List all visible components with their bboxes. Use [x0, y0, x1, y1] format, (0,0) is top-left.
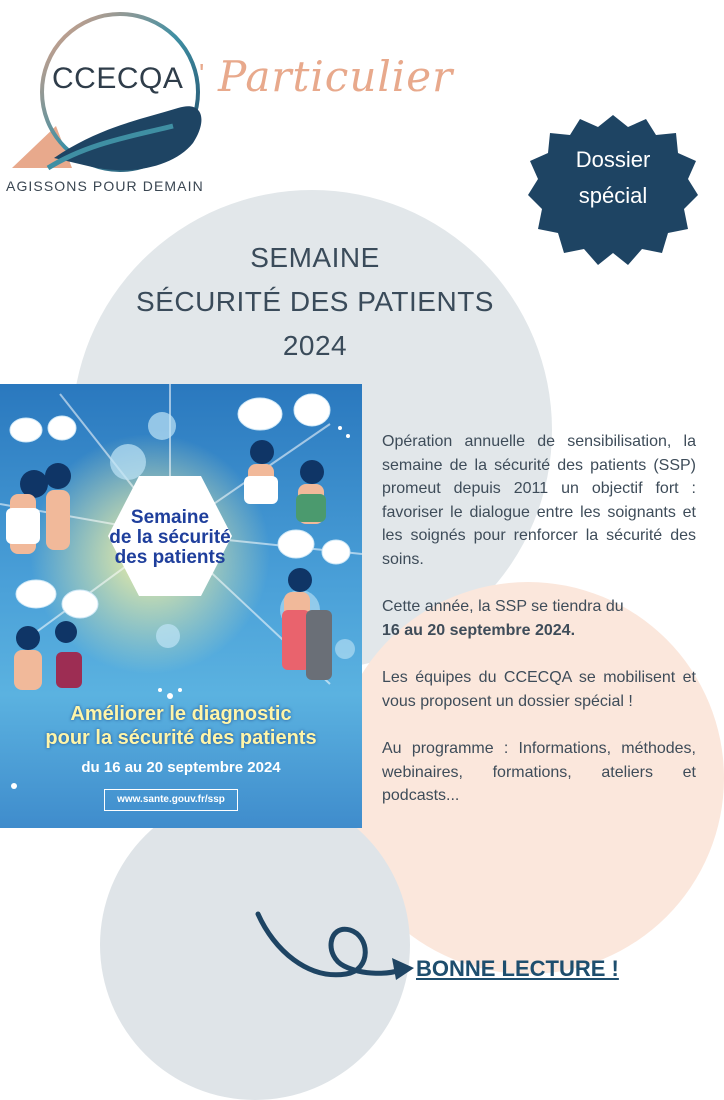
paragraph-teams: Les équipes du CCECQA se mobilisent et vous proposent un dossier spécial ! — [382, 669, 696, 710]
paragraph-intro: Opération annuelle de sensibilisation, la semaine de la sécurité des patients (SSP) promeut depuis 2011 un objectif fort : favoriser le dialogue entre les soignants et les soignés pour renforcer la sécurité des soins. — [382, 433, 696, 568]
brand-name: CCECQA — [52, 62, 184, 95]
poster-logo-text — [108, 508, 232, 568]
page-title — [110, 236, 520, 368]
poster-url: www.sante.gouv.fr/ssp — [104, 789, 238, 811]
title-line-1: SEMAINE — [250, 242, 380, 273]
poster-logo-line-1: Semaine — [130, 507, 210, 528]
paragraph-program: Au programme : Informations, méthodes, webinaires, formations, ateliers et podcasts... — [382, 740, 696, 804]
poster-headline-line-1: Améliorer le diagnostic — [70, 703, 292, 725]
badge-text — [528, 142, 698, 214]
brand-subtitle: Particulier — [218, 52, 454, 101]
poster-headline — [0, 702, 362, 750]
body-text — [382, 430, 696, 808]
paragraph-dates-intro: Cette année, la SSP se tiendra du — [382, 598, 624, 615]
badge-line-1: Dossier — [575, 147, 651, 172]
logo-mark-icon — [8, 8, 468, 198]
badge-line-2: spécial — [578, 183, 648, 208]
paragraph-dates: 16 au 20 septembre 2024. — [382, 621, 576, 639]
poster-logo-line-2: de la sécurité — [109, 527, 231, 548]
ccecqa-logo — [8, 8, 468, 198]
brand-apostrophe: ' — [199, 58, 205, 89]
title-line-3: 2024 — [282, 330, 348, 361]
ssp-poster — [0, 384, 362, 828]
curly-arrow-icon — [252, 900, 417, 1000]
bonne-lecture-cta: BONNE LECTURE ! — [416, 956, 619, 981]
brand-tagline: AGISSONS POUR DEMAIN — [6, 178, 204, 194]
poster-logo-line-3: des patients — [114, 547, 226, 568]
poster-headline-line-2: pour la sécurité des patients — [45, 727, 317, 749]
title-line-2: SÉCURITÉ DES PATIENTS — [136, 286, 494, 317]
poster-dates: du 16 au 20 septembre 2024 — [81, 759, 281, 776]
